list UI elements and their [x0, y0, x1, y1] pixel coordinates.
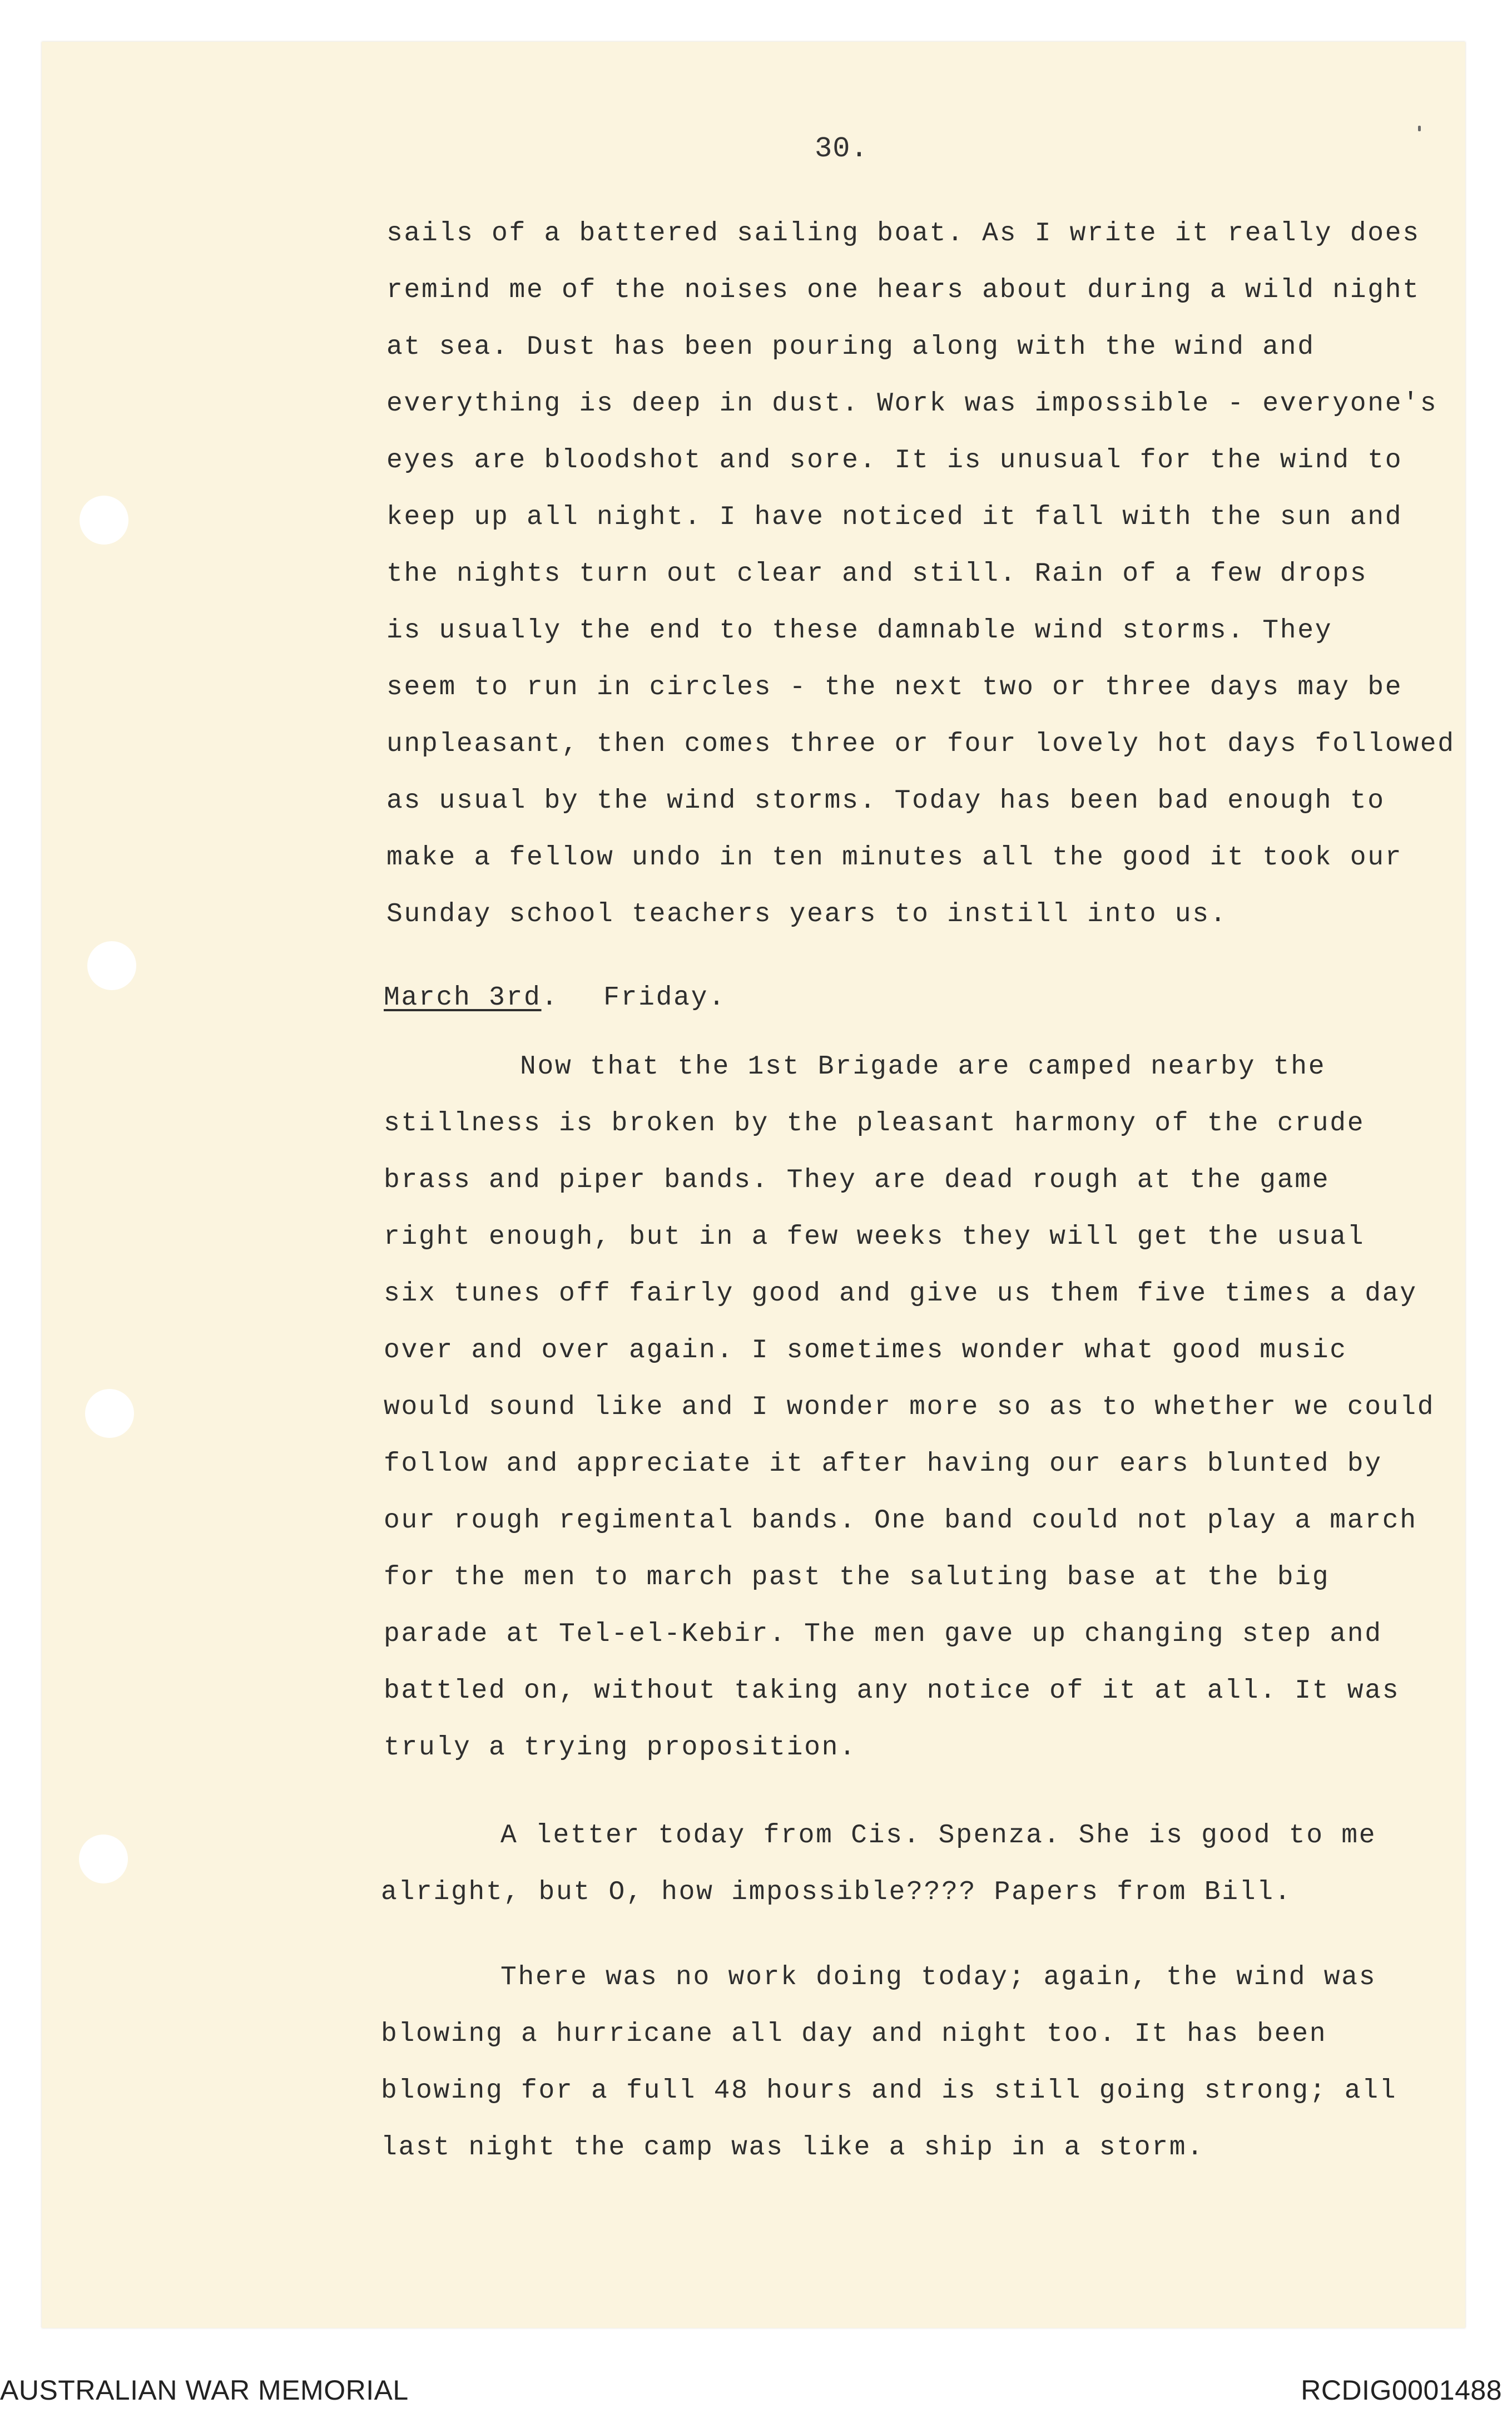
text-line: follow and appreciate it after having our ears blunted by — [384, 1449, 1382, 1479]
text-line: stillness is broken by the pleasant harmony of the crude — [384, 1109, 1365, 1139]
text-line: parade at Tel-el-Kebir. The men gave up changing step and — [384, 1619, 1382, 1649]
punch-hole-2 — [87, 941, 136, 990]
text-line: truly a trying proposition. — [384, 1733, 857, 1763]
punch-hole-3 — [85, 1389, 134, 1438]
diary-entry-heading — [384, 981, 726, 1015]
text-line: over and over again. I sometimes wonder what good music — [384, 1336, 1347, 1366]
text-line: the nights turn out clear and still. Rain of a few drops — [386, 559, 1368, 589]
text-line: Sunday school teachers years to instill into us. — [386, 899, 1228, 929]
text-line: blowing a hurricane all day and night too. It has been — [381, 2019, 1327, 2049]
page-number: 30. — [815, 132, 869, 165]
text-line: battled on, without taking any notice of it at all. It was — [384, 1676, 1400, 1706]
text-line: seem to run in circles - the next two or three days may be — [386, 673, 1403, 703]
text-line: eyes are bloodshot and sore. It is unusual for the wind to — [386, 446, 1403, 476]
text-line: our rough regimental bands. One band could not play a march — [384, 1506, 1417, 1536]
punch-hole-4 — [79, 1835, 128, 1883]
text-line: blowing for a full 48 hours and is still going strong; all — [381, 2076, 1397, 2106]
text-line: right enough, but in a few weeks they will get the usual — [384, 1222, 1365, 1252]
text-line: last night the camp was like a ship in a storm. — [381, 2133, 1204, 2163]
text-line: as usual by the wind storms. Today has been bad enough to — [386, 786, 1385, 816]
text-line: remind me of the noises one hears about during a wild night — [386, 275, 1420, 305]
text-line: six tunes off fairly good and give us them five times a day — [384, 1279, 1417, 1309]
text-line: A letter today from Cis. Spenza. She is good to me — [500, 1821, 1377, 1851]
punch-hole-1 — [80, 496, 128, 545]
date-period: . — [541, 983, 559, 1013]
text-line: at sea. Dust has been pouring along with the wind and — [386, 332, 1315, 362]
paper-speck — [1418, 126, 1421, 131]
entry-day: Friday. — [603, 983, 726, 1013]
text-line: make a fellow undo in ten minutes all the good it took our — [386, 843, 1403, 873]
text-line: keep up all night. I have noticed it fall with the sun and — [386, 502, 1403, 532]
text-line: sails of a battered sailing boat. As I write it really does — [386, 219, 1420, 249]
text-line: Now that the 1st Brigade are camped nearby the — [520, 1052, 1326, 1082]
entry-date: March 3rd — [384, 983, 542, 1013]
text-line: alright, but O, how impossible???? Papers from Bill. — [381, 1877, 1292, 1907]
text-line: brass and piper bands. They are dead rough at the game — [384, 1165, 1330, 1195]
text-line: There was no work doing today; again, the wind was — [500, 1962, 1377, 1992]
footer-record-id: RCDIG0001488 — [1301, 2375, 1502, 2406]
text-line: would sound like and I wonder more so as to whether we could — [384, 1392, 1435, 1422]
text-line: unpleasant, then comes three or four lovely hot days followed — [386, 729, 1455, 759]
text-line: for the men to march past the saluting base at the big — [384, 1562, 1330, 1593]
footer-archive-name: AUSTRALIAN WAR MEMORIAL — [0, 2375, 409, 2406]
text-line: is usually the end to these damnable wind storms. They — [386, 616, 1333, 646]
text-line: everything is deep in dust. Work was impossible - everyone's — [386, 389, 1438, 419]
